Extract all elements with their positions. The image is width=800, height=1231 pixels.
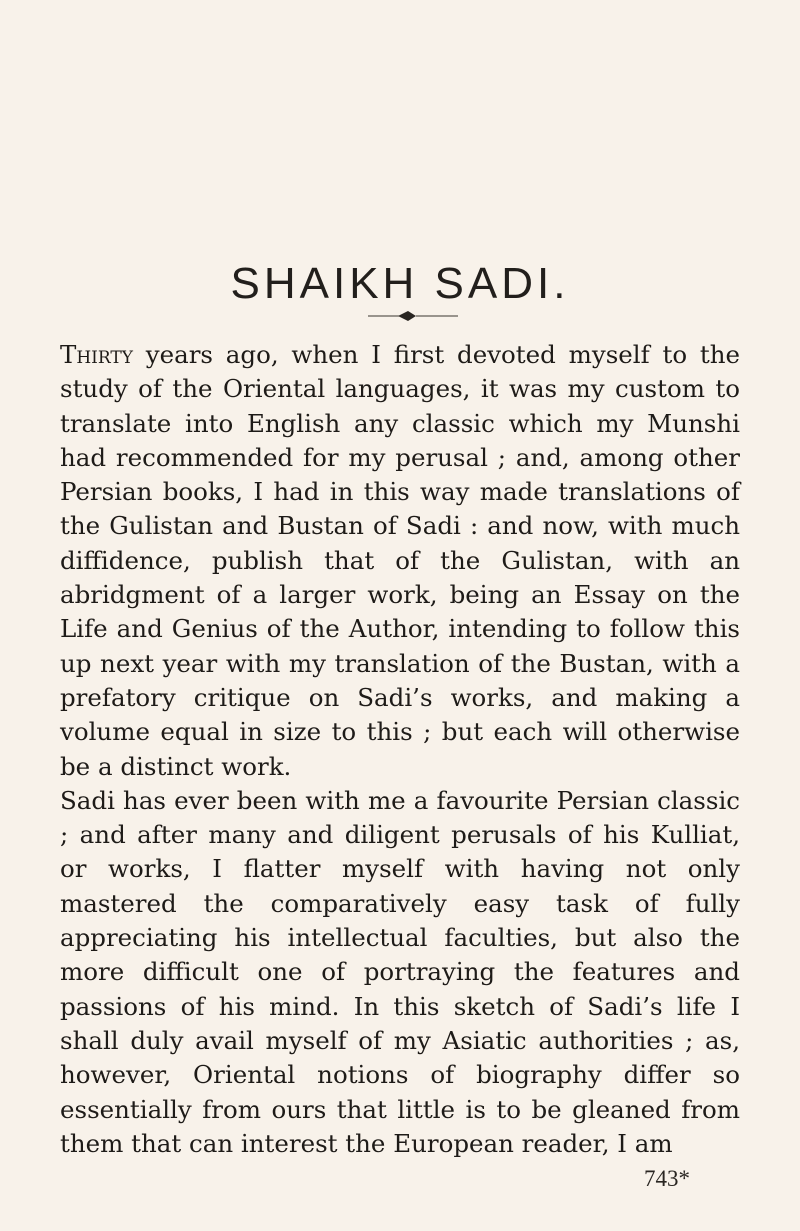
ornament-diamond (398, 311, 416, 321)
paragraph-2 (60, 784, 740, 1161)
ornament-divider (368, 309, 458, 323)
paragraph-1 (60, 338, 740, 784)
paragraph-lead-word: Thirty (60, 340, 133, 369)
body-text (60, 338, 740, 1161)
paragraph-1-text: years ago, when I first devoted myself to the study of the Oriental languages, it was my custom to translate into English any classic which my Munshi had recommended for my perusal ; and, among other Persian books, I had in this way made translations of the Gulistan and Bustan of Sadi : and now, with much diffidence, publish that of the Gulistan, with an abridgment of a larger work, being an Essay on the Life and Genius of the Author, intending to follow this up next year with my translation of the Bustan, with a prefatory critique on Sadi’s works, and making a volume equal in size to this ; but each will otherwise be a distinct work. (60, 340, 740, 781)
page-title: SHAIKH SADI. (230, 259, 570, 309)
signature-mark: 743* (644, 1166, 690, 1191)
paragraph-2-text: Sadi has ever been with me a favourite Persian classic ; and after many and diligent perusals of his Kulliat, or works, I flatter myself with having not only mastered the comparatively easy task of fully appreciating his intellectual faculties, but also the more difficult one of portraying the features and passions of his mind. In this sketch of Sadi’s life I shall duly avail myself of my Asiatic authorities ; as, however, Oriental notions of biography differ so essentially from ours that little is to be gleaned from them that can interest the European reader, I am (60, 785, 740, 1158)
